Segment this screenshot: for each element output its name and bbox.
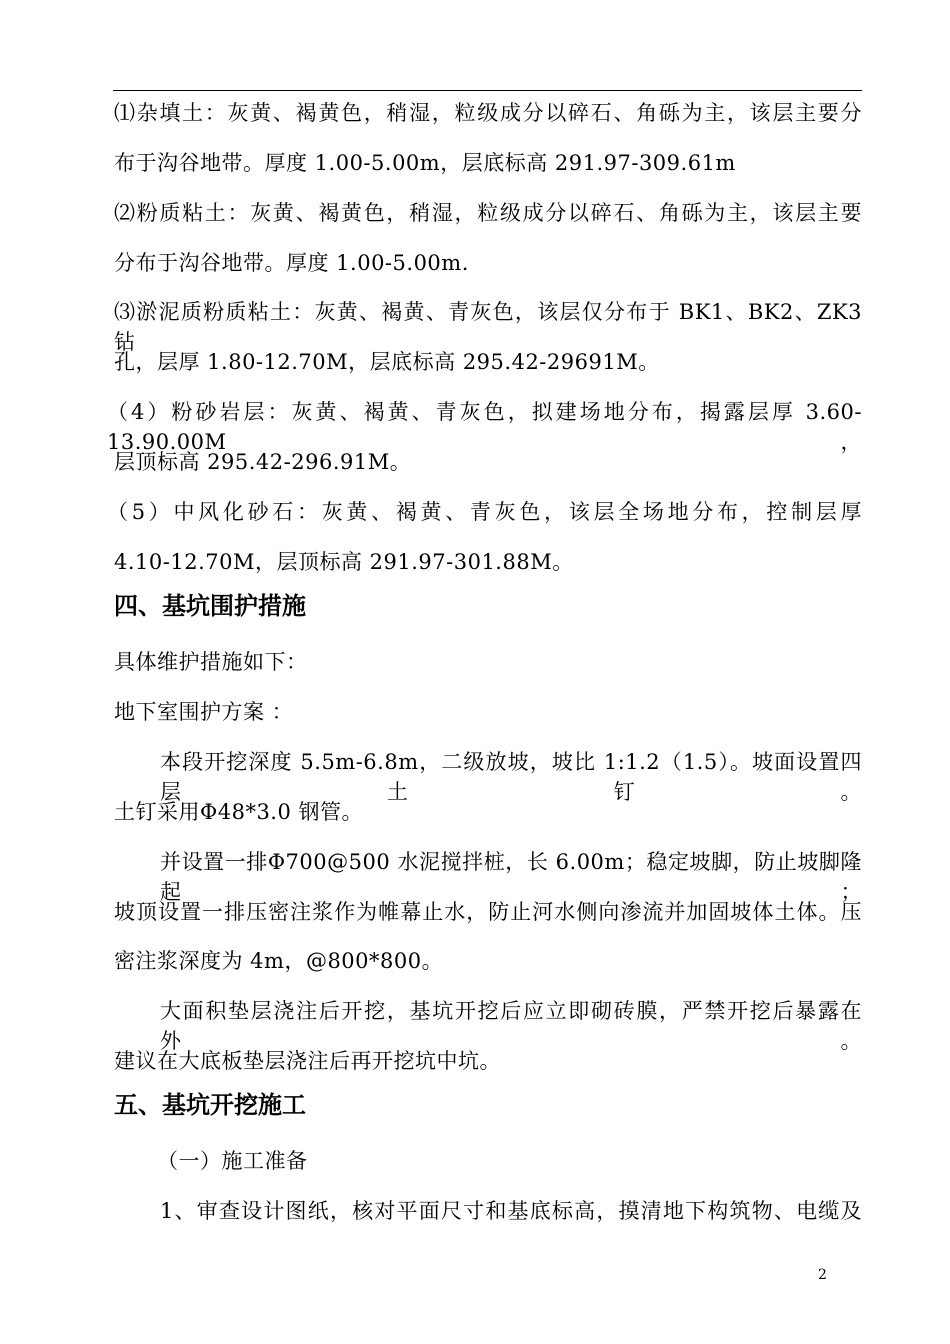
- section-4-paragraph-3-line-1: 大面积垫层浇注后开挖，基坑开挖后应立即砌砖膜，严禁开挖后暴露在外。: [160, 999, 862, 1053]
- section-4-paragraph-1-line-1: 本段开挖深度 5.5m-6.8m，二级放坡，坡比 1:1.2（1.5）。坡面设置四层土钉。: [160, 750, 862, 804]
- soil-layer-4-line-2: 层顶标高 295.42-296.91M。: [114, 450, 412, 474]
- soil-layer-1-line-2: 布于沟谷地带。厚度 1.00-5.00m，层底标高 291.97-309.61m: [114, 151, 736, 175]
- soil-layer-2-line-2: 分布于沟谷地带。厚度 1.00-5.00m.: [114, 251, 469, 275]
- page-number: 2: [818, 1267, 827, 1283]
- section-4-paragraph-3-line-2: 建议在大底板垫层浇注后再开挖坑中坑。: [114, 1049, 501, 1073]
- section-5-item-1-line-1: 1、审查设计图纸，核对平面尺寸和基底标高，摸清地下构筑物、电缆及: [160, 1199, 862, 1223]
- soil-layer-4-line-1: （4）粉砂岩层：灰黄、褐黄、青灰色，拟建场地分布，揭露层厚 3.60-13.90.00M，: [107, 400, 862, 454]
- soil-layer-2-line-1: ⑵粉质粘土：灰黄、褐黄色，稍湿，粒级成分以碎石、角砾为主，该层主要: [114, 201, 862, 225]
- header-rule: [113, 90, 862, 91]
- section-5-heading: 五、基坑开挖施工: [114, 1091, 306, 1119]
- section-4-subtitle: 地下室围护方案 ：: [114, 700, 294, 724]
- section-4-paragraph-2-line-3: 密注浆深度为 4m，@800*800。: [114, 949, 444, 973]
- section-4-paragraph-2-line-1: 并设置一排Φ700@500 水泥搅拌桩，长 6.00m；稳定坡脚，防止坡脚隆起；: [160, 850, 862, 904]
- section-4-heading: 四、基坑围护措施: [114, 592, 306, 620]
- soil-layer-5-line-2: 4.10-12.70M，层顶标高 291.97-301.88M。: [114, 550, 574, 574]
- soil-layer-1-line-1: ⑴杂填土：灰黄、褐黄色，稍湿，粒级成分以碎石、角砾为主，该层主要分: [114, 101, 862, 125]
- section-4-intro: 具体维护措施如下：: [114, 650, 308, 674]
- soil-layer-3-line-2: 孔，层厚 1.80-12.70M，层底标高 295.42-29691M。: [114, 350, 660, 374]
- section-4-paragraph-2-line-2: 坡顶设置一排压密注浆作为帷幕止水，防止河水侧向渗流并加固坡体土体。压: [114, 900, 862, 924]
- soil-layer-5-line-1: （5）中风化砂石：灰黄、褐黄、青灰色，该层全场地分布，控制层厚: [107, 500, 862, 524]
- soil-layer-3-line-1: ⑶淤泥质粉质粘土：灰黄、褐黄、青灰色，该层仅分布于 BK1、BK2、ZK3 钻: [114, 300, 862, 354]
- section-5-subheading: （一）施工准备: [157, 1149, 308, 1173]
- section-4-paragraph-1-line-2: 土钉采用Φ48*3.0 钢管。: [114, 800, 364, 824]
